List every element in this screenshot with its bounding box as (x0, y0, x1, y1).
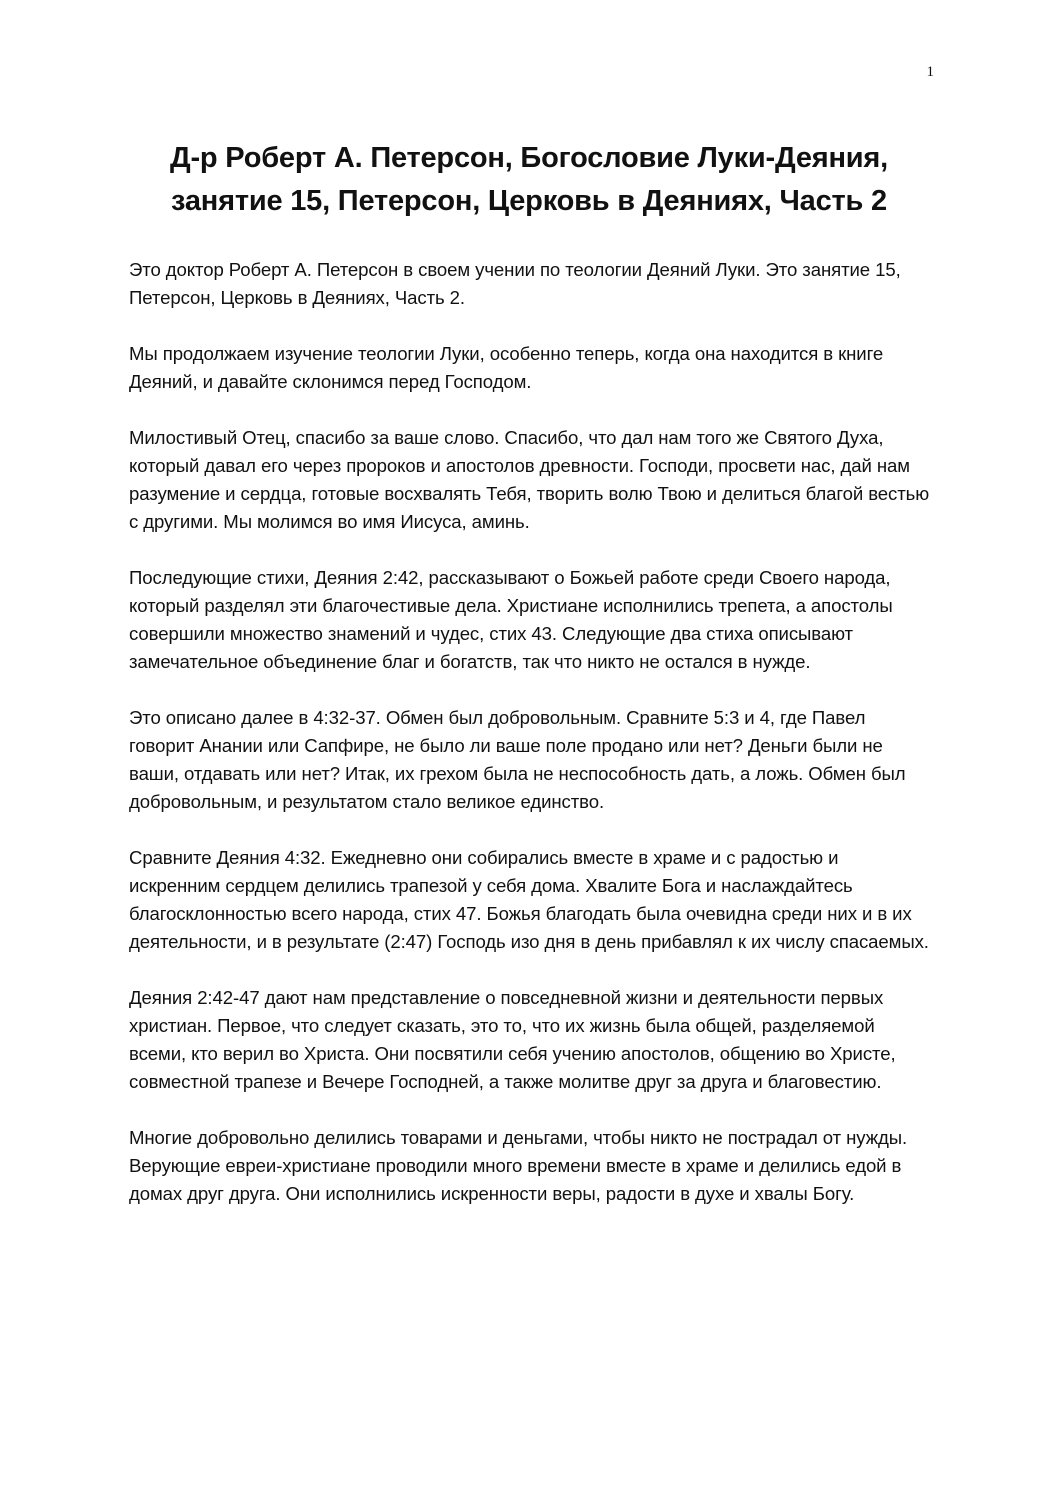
paragraph-2: Мы продолжаем изучение теологии Луки, особенно теперь, когда она находится в книге Деяний, и давайте склонимся перед Господом. (129, 343, 884, 392)
document-title: Д-р Роберт А. Петерсон, Богословие Луки-Деяния, занятие 15, Петерсон, Церковь в Деяниях, Часть 2 (170, 142, 888, 217)
paragraph-5: Это описано далее в 4:32-37. Обмен был добровольным. Сравните 5:3 и 4, где Павел говорит Анании или Сапфире, не было ли ваше поле продано или нет? Деньги были не ваши, отдавать или нет? Итак, их грехом была не неспособность дать, а ложь. Обмен был добровольным, и результатом стало великое единство. (129, 707, 906, 812)
paragraph-7: Деяния 2:42-47 дают нам представление о повседневной жизни и деятельности первых христиан. Первое, что следует сказать, это то, что их жизнь была общей, разделяемой всеми, кто верил во Христа. Они посвятили себя учению апостолов, общению во Христе, совместной трапезе и Вечере Господней, а также молитве друг за друга и благовестию. (129, 987, 896, 1092)
paragraph-4: Последующие стихи, Деяния 2:42, рассказывают о Божьей работе среди Своего народа, который разделял эти благочестивые дела. Христиане исполнились трепета, а апостолы совершили множество знамений и чудес, стих 43. Следующие два стиха описывают замечательное объединение благ и богатств, так что никто не остался в нужде. (129, 567, 893, 672)
paragraph-1: Это доктор Роберт А. Петерсон в своем учении по теологии Деяний Луки. Это занятие 15, Петерсон, Церковь в Деяниях, Часть 2. (129, 259, 901, 308)
paragraph-6: Сравните Деяния 4:32. Ежедневно они собирались вместе в храме и с радостью и искренним сердцем делились трапезой у себя дома. Хвалите Бога и наслаждайтесь благосклонностью всего народа, стих 47. Божья благодать была очевидна среди них и в их деятельности, и в результате (2:47) Господь изо дня в день прибавлял к их числу спасаемых. (129, 847, 929, 952)
page-number: 1 (926, 64, 934, 80)
paragraph-8: Многие добровольно делились товарами и деньгами, чтобы никто не пострадал от нужды. Верующие евреи-христиане проводили много времени вместе в храме и делились едой в домах друг друга. Они исполнились искренности веры, радости в духе и хвалы Богу. (129, 1127, 908, 1204)
paragraph-3: Милостивый Отец, спасибо за ваше слово. Спасибо, что дал нам того же Святого Духа, который давал его через пророков и апостолов древности. Господи, просвети нас, дай нам разумение и сердца, готовые восхвалять Тебя, творить волю Твою и делиться благой вестью с другими. Мы молимся во имя Иисуса, аминь. (129, 427, 930, 532)
document-body (129, 256, 933, 1236)
